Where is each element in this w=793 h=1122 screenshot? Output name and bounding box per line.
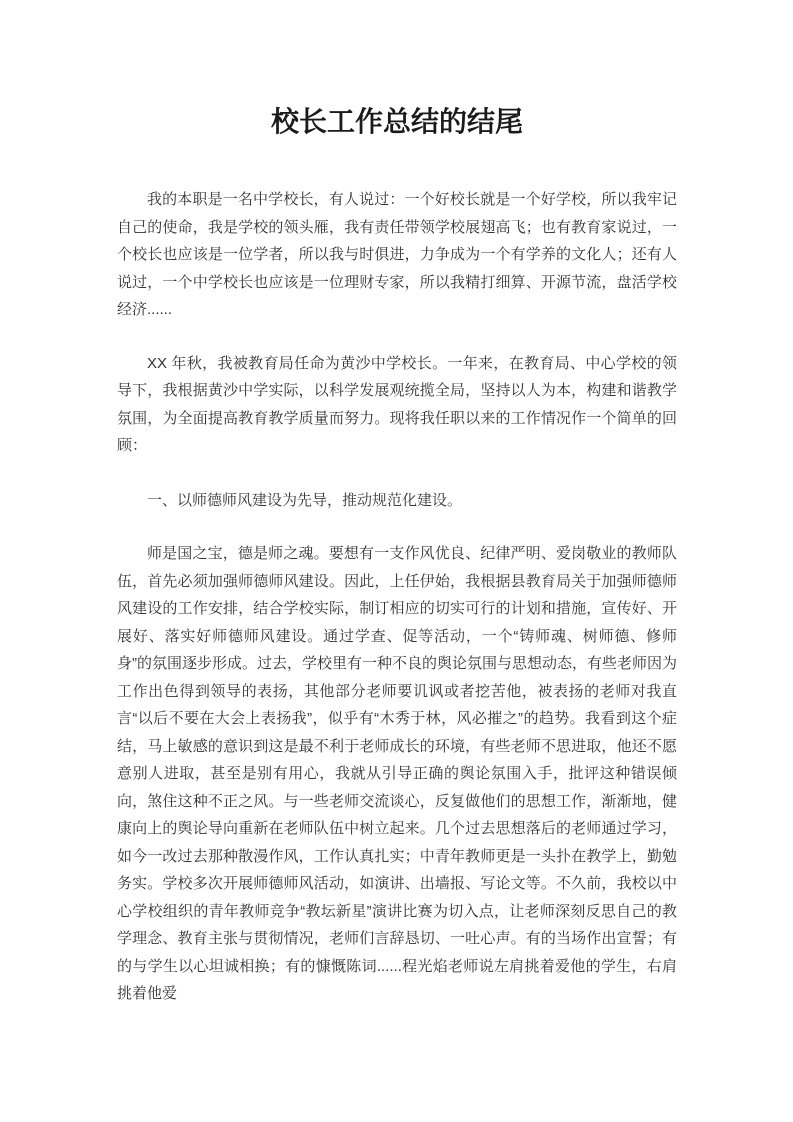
paragraph-appointment: XX 年秋，我被教育局任命为黄沙中学校长。一年来，在教育局、中心学校的领导下，我根据黄沙中学实际，以科学发展观统揽全局，坚持以人为本，构建和谐教学氛围，为全面提高教育教学质量而努力。现将我任职以来的工作情况作一个简单的回顾：	[117, 354, 677, 454]
paragraph-shide-shifeng: 师是国之宝，德是师之魂。要想有一支作风优良、纪律严明、爱岗敬业的教师队伍，首先必须加强师德师风建设。因此，上任伊始，我根据县教育局关于加强师德师风建设的工作安排，结合学校实际，制订相应的切实可行的计划和措施，宣传好、开展好、落实好师德师风建设。通过学查、促等活动，一个“铸师魂、树师德、修师身”的氛围逐步形成。过去，学校里有一种不良的舆论氛围与思想动态，有些老师因为工作出色得到领导的表扬，其他部分老师要讥讽或者挖苦他，被表扬的老师对我直言“以后不要在大会上表扬我”，似乎有“木秀于林，风必摧之”的趋势。我看到这个症结，马上敏感的意识到这是最不利于老师成长的环境，有些老师不思进取，他还不愿意别人进取，甚至是别有用心，我就从引导正确的舆论氛围入手，批评这种错误倾向，煞住这种不正之风。与一些老师交流谈心，反复做他们的思想工作，渐渐地，健康向上的舆论导向重新在老师队伍中树立起来。几个过去思想落后的老师通过学习，如今一改过去那种散漫作风，工作认真扎实；中青年教师更是一头扑在教学上，勤勉务实。学校多次开展师德师风活动，如演讲、出墙报、写论文等。不久前，我校以中心学校组织的青年教师竞争“教坛新星”演讲比赛为切入点，让老师深刻反思自己的教学理念、教育主张与贯彻情况，老师们言辞恳切、一吐心声。有的当场作出宣誓；有的与学生以心坦诚相换；有的慷慨陈词......程光焰老师说左肩挑着爱他的学生，右肩挑着他爱	[117, 545, 677, 1002]
paragraph-intro: 我的本职是一名中学校长，有人说过：一个好校长就是一个好学校，所以我牢记自己的使命，我是学校的领头雁，我有责任带领学校展翅高飞；也有教育家说过，一个校长也应该是一位学者，所以我与时俱进，力争成为一个有学养的文化人；还有人说过，一个中学校长也应该是一位理财专家，所以我精打细算、开源节流，盘活学校经济......	[117, 191, 677, 318]
page-title: 校长工作总结的结尾	[270, 106, 523, 137]
section-heading-1: 一、以师德师风建设为先导，推动规范化建设。	[147, 491, 463, 509]
